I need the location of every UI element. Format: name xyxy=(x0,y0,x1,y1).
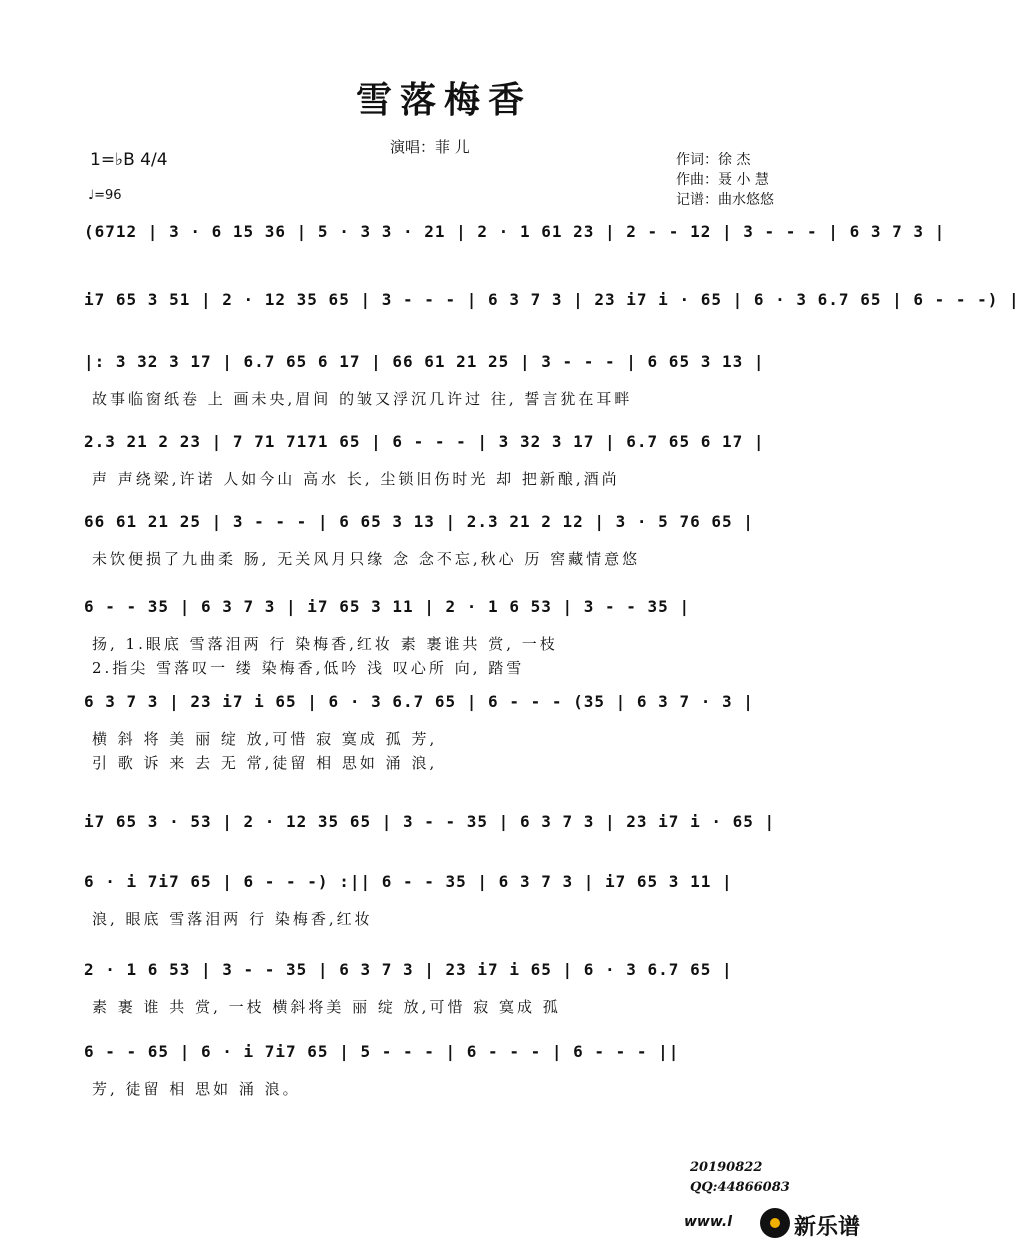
lyric-line: 芳, 徒留 相 思如 涌 浪。 xyxy=(92,1080,301,1098)
lyric-line: 声 声绕梁,许诺 人如今山 高水 长, 尘锁旧伤时光 却 把新酿,酒尚 xyxy=(92,470,620,488)
watermark-url: www.l xyxy=(684,1214,733,1230)
notation-line: |: 3 32 3 17 | 6.7 65 6 17 | 66 61 21 25 | 3 - - - | 6 65 3 13 | xyxy=(84,352,765,371)
tempo-marking: ♩=96 xyxy=(88,188,122,203)
notation-line: i7 65 3 51 | 2 · 12 35 65 | 3 - - - | 6 3 7 3 | 23 i7 i · 65 | 6 · 3 6.7 65 | 6 - - -) | xyxy=(84,290,1020,309)
notation-line: 2.3 21 2 23 | 7 71 7171 65 | 6 - - - | 3 32 3 17 | 6.7 65 6 17 | xyxy=(84,432,765,451)
notation-line: 66 61 21 25 | 3 - - - | 6 65 3 13 | 2.3 21 2 12 | 3 · 5 76 65 | xyxy=(84,512,754,531)
key-signature: 1=♭B 4/4 xyxy=(90,150,168,170)
footer-qq: QQ:44866083 xyxy=(690,1180,790,1195)
lyric-line: 横 斜 将 美 丽 绽 放,可惜 寂 寞成 孤 芳, xyxy=(92,730,438,748)
watermark-logo-center xyxy=(770,1218,780,1228)
lyricist-credit: 作词：徐 杰 xyxy=(676,152,751,168)
lyric-line: 故事临窗纸卷 上 画未央,眉间 的皱又浮沉几许过 往, 誓言犹在耳畔 xyxy=(92,390,633,408)
transcriber-credit: 记谱：曲水悠悠 xyxy=(676,192,774,208)
footer-date: 20190822 xyxy=(690,1160,763,1175)
lyric-line: 未饮便损了九曲柔 肠, 无关风月只缘 念 念不忘,秋心 历 窖藏情意悠 xyxy=(92,550,641,568)
notation-line: 6 - - 35 | 6 3 7 3 | i7 65 3 11 | 2 · 1 6 53 | 3 - - 35 | xyxy=(84,597,691,616)
lyric-line: 扬, 1.眼底 雪落泪两 行 染梅香,红妆 素 裹谁共 赏, 一枝 xyxy=(92,635,558,653)
notation-line: 6 · i 7i7 65 | 6 - - -) :|| 6 - - 35 | 6 3 7 3 | i7 65 3 11 | xyxy=(84,872,733,891)
notation-line: (6712 | 3 · 6 15 36 | 5 · 3 3 · 21 | 2 · 1 61 23 | 2 - - 12 | 3 - - - | 6 3 7 3 | xyxy=(84,222,946,241)
lyric-line: 浪, 眼底 雪落泪两 行 染梅香,红妆 xyxy=(92,910,373,928)
lyric-line: 2.指尖 雪落叹一 缕 染梅香,低吟 浅 叹心所 向, 踏雪 xyxy=(92,659,525,677)
lyric-line: 引 歌 诉 来 去 无 常,徒留 相 思如 涌 浪, xyxy=(92,754,438,772)
footer xyxy=(690,1158,790,1198)
notation-line: 6 - - 65 | 6 · i 7i7 65 | 5 - - - | 6 - - - | 6 - - - || xyxy=(84,1042,680,1061)
lyric-line: 素 裹 谁 共 赏, 一枝 横斜将美 丽 绽 放,可惜 寂 寞成 孤 xyxy=(92,998,561,1016)
notation-line: 6 3 7 3 | 23 i7 i 65 | 6 · 3 6.7 65 | 6 - - - (35 | 6 3 7 · 3 | xyxy=(84,692,754,711)
composer-credit: 作曲：聂 小 慧 xyxy=(676,172,769,188)
notation-line: i7 65 3 · 53 | 2 · 12 35 65 | 3 - - 35 | 6 3 7 3 | 23 i7 i · 65 | xyxy=(84,812,776,831)
watermark-brand: 新乐谱 xyxy=(794,1215,861,1240)
notation-line: 2 · 1 6 53 | 3 - - 35 | 6 3 7 3 | 23 i7 i 65 | 6 · 3 6.7 65 | xyxy=(84,960,733,979)
credits-block xyxy=(676,150,774,210)
song-title: 雪落梅香 xyxy=(355,79,532,121)
singer-credit: 演唱：菲 儿 xyxy=(390,138,470,156)
